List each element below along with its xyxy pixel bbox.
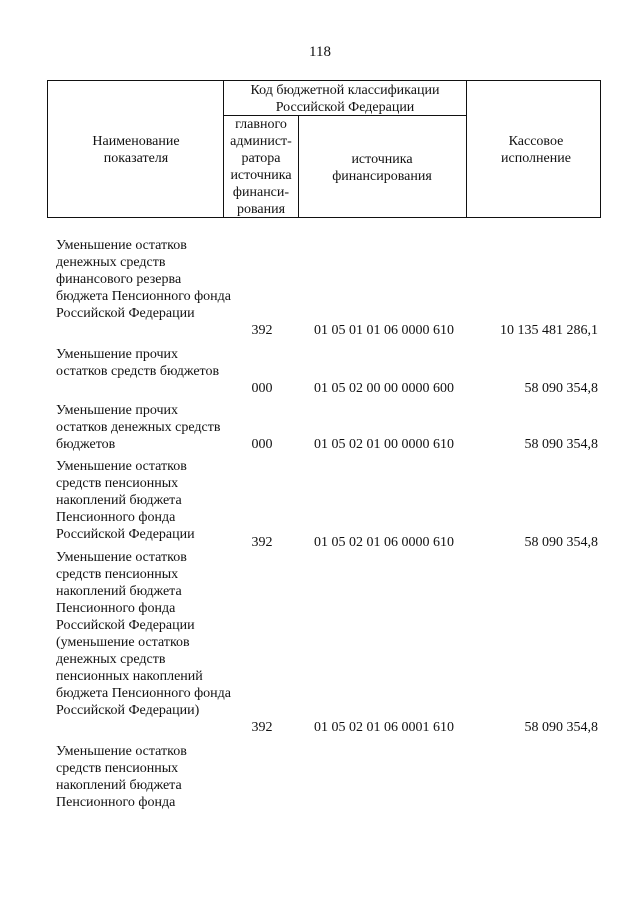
row-amount: 58 090 354,8 (524, 437, 598, 452)
row-source-code: 01 05 02 01 00 0000 610 (314, 437, 454, 452)
row-name: Уменьшение остатков средств пенсионных накоплений бюджета Пенсионного фонда (56, 744, 187, 810)
header-divider (298, 115, 299, 217)
row-admin-code: 392 (251, 323, 273, 338)
row-admin-code: 000 (251, 381, 273, 396)
header-source-column: источника финансирования (332, 152, 432, 184)
row-name: Уменьшение прочих остатков денежных средств бюджетов (56, 403, 221, 452)
row-amount: 10 135 481 286,1 (500, 323, 598, 338)
row-admin-code: 392 (251, 720, 273, 735)
row-name: Уменьшение прочих остатков средств бюджетов (56, 347, 220, 379)
header-admin-column: главного админист- ратора источника финанси- рования (230, 117, 292, 217)
header-divider (466, 81, 467, 217)
header-code-group: Код бюджетной классификации Российской Федерации (250, 83, 440, 115)
row-amount: 58 090 354,8 (524, 535, 598, 550)
row-name: Уменьшение остатков средств пенсионных накоплений бюджета Пенсионного фонда Российской Федерации (уменьшение остатков денежных средств пенсионных накоплений бюджета Пенсионного фонда Российской Федерации) (56, 550, 231, 718)
row-source-code: 01 05 02 01 06 0000 610 (314, 535, 454, 550)
row-source-code: 01 05 02 00 00 0000 600 (314, 381, 454, 396)
row-admin-code: 000 (251, 437, 273, 452)
table-header (47, 80, 601, 218)
row-source-code: 01 05 02 01 06 0001 610 (314, 720, 454, 735)
row-source-code: 01 05 01 01 06 0000 610 (314, 323, 454, 338)
page-number: 118 (309, 44, 331, 60)
row-amount: 58 090 354,8 (524, 720, 598, 735)
row-name: Уменьшение остатков средств пенсионных накоплений бюджета Пенсионного фонда Российской Федерации (56, 459, 195, 542)
row-amount: 58 090 354,8 (524, 381, 598, 396)
row-admin-code: 392 (251, 535, 273, 550)
header-name-column: Наименование показателя (92, 134, 180, 166)
header-execution-column: Кассовое исполнение (501, 134, 571, 166)
row-name: Уменьшение остатков денежных средств финансового резерва бюджета Пенсионного фонда Российской Федерации (56, 238, 231, 321)
